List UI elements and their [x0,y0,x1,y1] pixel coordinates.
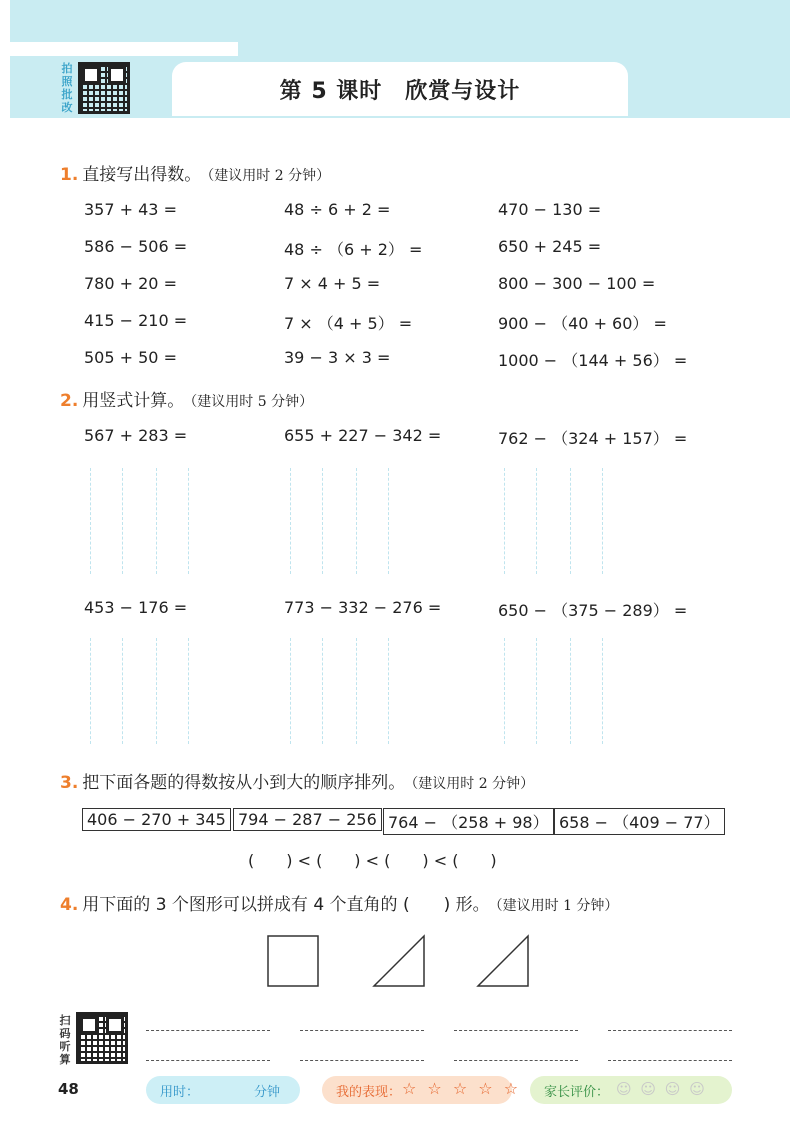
q1-expr: 650 + 245 = [498,237,602,256]
q1-expr: 900 − （40 + 60） = [498,314,667,333]
q1-expr: 415 − 210 = [84,311,188,330]
q3-box: 794 − 287 − 256 [233,808,382,831]
q1-expr: 780 + 20 = [84,274,177,293]
q2-expr: 762 − （324 + 157） = [498,429,688,448]
order-answer-blanks[interactable]: ( ) < ( ) < ( ) < ( ) [248,851,497,870]
question-4-heading: 4. 用下面的 3 个图形可以拼成有 4 个直角的 ( ) 形。 （建议用时 1 分钟） [60,895,619,915]
q2-expr: 453 − 176 = [84,598,188,617]
calc-grid-line [504,638,505,744]
question-3-heading: 3. 把下面各题的得数按从小到大的顺序排列。 （建议用时 2 分钟） [60,773,535,793]
square-shape [268,936,318,986]
answer-line [608,1030,732,1031]
time-used-field[interactable]: 用时： 分钟 [146,1076,300,1104]
calc-grid-line [322,638,323,744]
calc-grid-line [570,638,571,744]
calc-grid-line [356,468,357,574]
q1-expr: 586 − 506 = [84,237,188,256]
q1-expr: 48 ÷ （6 + 2） = [284,240,423,259]
calc-grid-line [156,638,157,744]
q1-expr: 39 − 3 × 3 = [284,348,391,367]
q2-expr: 650 − （375 − 289） = [498,601,688,620]
q2-expr: 773 − 332 − 276 = [284,598,442,617]
star-rating-icon[interactable]: ☆ ☆ ☆ ☆ ☆ [402,1079,522,1098]
q4-shapes [262,928,542,990]
q2-expr: 567 + 283 = [84,426,188,445]
calc-grid-line [536,468,537,574]
answer-line [300,1060,424,1061]
calc-grid-line [122,468,123,574]
calc-grid-line [290,468,291,574]
answer-line [300,1030,424,1031]
answer-line [454,1030,578,1031]
q3-box: 658 − （409 − 77） [554,808,725,835]
q1-expr: 7 × 4 + 5 = [284,274,381,293]
question-1-heading: 1. 直接写出得数。 （建议用时 2 分钟） [60,165,331,185]
header-strip [10,42,238,56]
q1-expr: 357 + 43 = [84,200,177,219]
calc-grid-line [322,468,323,574]
q1-expr: 48 ÷ 6 + 2 = [284,200,391,219]
calc-grid-line [356,638,357,744]
q1-expr: 1000 − （144 + 56） = [498,351,688,370]
question-2-heading: 2. 用竖式计算。 （建议用时 5 分钟） [60,391,314,411]
calc-grid-line [90,638,91,744]
q1-expr: 505 + 50 = [84,348,177,367]
q1-expr: 800 − 300 − 100 = [498,274,656,293]
self-rating[interactable]: 我的表现： ☆ ☆ ☆ ☆ ☆ [322,1076,512,1104]
parent-rating[interactable]: 家长评价： ☺ ☺ ☺ ☺ [530,1076,732,1104]
q3-box: 764 − （258 + 98） [383,808,554,835]
q1-expr: 7 × （4 + 5） = [284,314,413,333]
smiley-face-icon[interactable]: ☺ ☺ ☺ ☺ [616,1080,707,1098]
calc-grid-line [536,638,537,744]
answer-line [146,1060,270,1061]
qr-code-icon[interactable] [78,62,130,114]
photo-correct-label: 拍 照 批 改 [61,62,73,114]
answer-line [454,1060,578,1061]
q2-expr: 655 + 227 − 342 = [284,426,442,445]
calc-grid-line [570,468,571,574]
answer-line [608,1060,732,1061]
calc-grid-line [122,638,123,744]
page-number: 48 [58,1080,79,1098]
calc-grid-line [504,468,505,574]
scan-listen-label: 扫 码 听 算 [59,1014,71,1066]
right-triangle-shape [374,936,424,986]
calc-grid-line [90,468,91,574]
calc-grid-line [602,638,603,744]
qr-code-icon[interactable] [76,1012,128,1064]
calc-grid-line [388,468,389,574]
calc-grid-line [156,468,157,574]
page-title: 第 5 课时 欣赏与设计 [279,79,521,104]
calc-grid-line [602,468,603,574]
q1-expr: 470 − 130 = [498,200,602,219]
answer-line [146,1030,270,1031]
calc-grid-line [290,638,291,744]
q3-box: 406 − 270 + 345 [82,808,231,831]
calc-grid-line [188,468,189,574]
calc-grid-line [188,638,189,744]
calc-grid-line [388,638,389,744]
right-triangle-shape [478,936,528,986]
